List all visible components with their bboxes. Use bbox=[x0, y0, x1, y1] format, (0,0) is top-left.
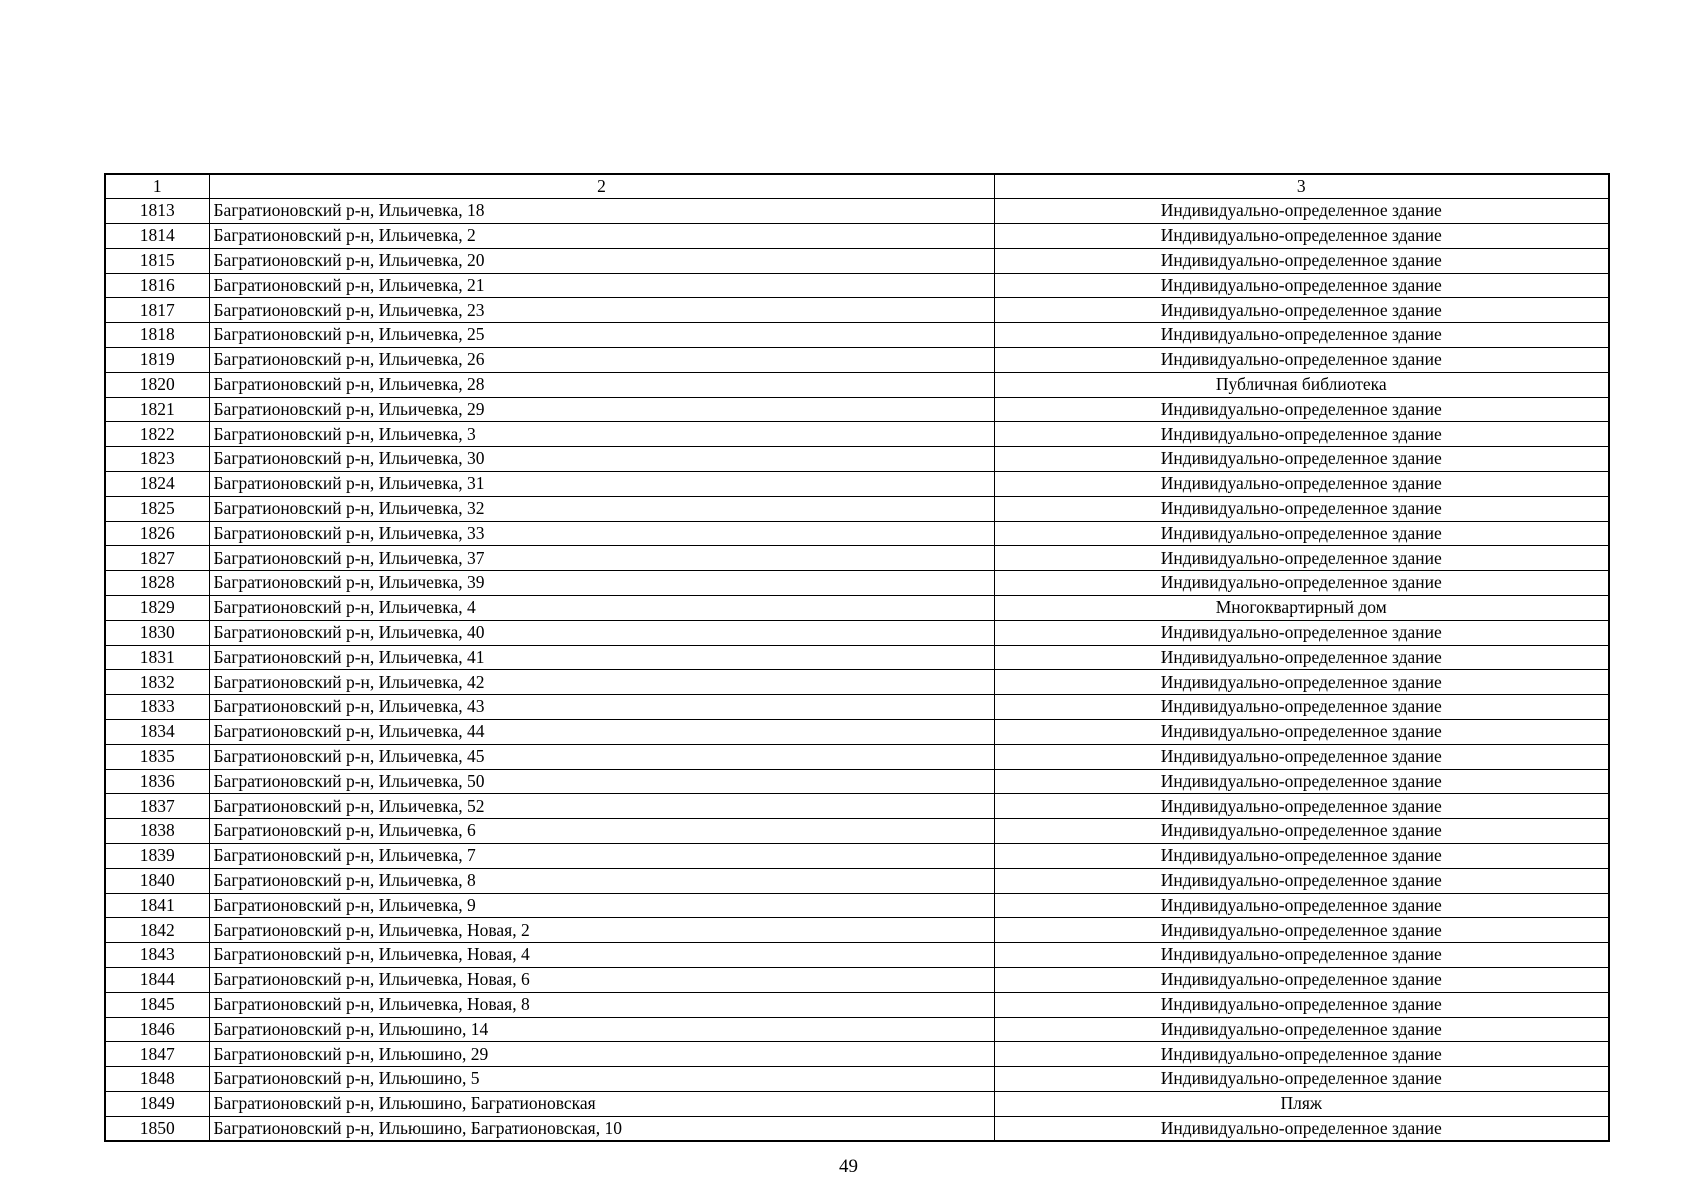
cell-object-type: Индивидуально-определенное здание bbox=[994, 546, 1609, 571]
registry-table bbox=[104, 173, 1610, 1142]
cell-object-type: Индивидуально-определенное здание bbox=[994, 769, 1609, 794]
cell-address: Багратионовский р-н, Ильичевка, 6 bbox=[209, 819, 994, 844]
cell-address: Багратионовский р-н, Ильичевка, 44 bbox=[209, 720, 994, 745]
cell-address: Багратионовский р-н, Ильичевка, 20 bbox=[209, 248, 994, 273]
registry-table-body bbox=[105, 174, 1609, 1141]
cell-address: Багратионовский р-н, Ильюшино, Багратионовская bbox=[209, 1091, 994, 1116]
cell-address: Багратионовский р-н, Ильичевка, 45 bbox=[209, 744, 994, 769]
cell-object-type: Индивидуально-определенное здание bbox=[994, 1116, 1609, 1141]
cell-object-type: Индивидуально-определенное здание bbox=[994, 670, 1609, 695]
table-row bbox=[105, 447, 1609, 472]
cell-number: 1821 bbox=[105, 397, 209, 422]
table-row bbox=[105, 645, 1609, 670]
cell-object-type: Индивидуально-определенное здание bbox=[994, 1067, 1609, 1092]
cell-number: 1827 bbox=[105, 546, 209, 571]
cell-number: 1831 bbox=[105, 645, 209, 670]
cell-address: Багратионовский р-н, Ильичевка, 18 bbox=[209, 199, 994, 224]
cell-object-type: Индивидуально-определенное здание bbox=[994, 571, 1609, 596]
cell-number: 1839 bbox=[105, 844, 209, 869]
table-row bbox=[105, 1067, 1609, 1092]
cell-address: Багратионовский р-н, Ильичевка, 9 bbox=[209, 893, 994, 918]
table-row bbox=[105, 992, 1609, 1017]
cell-object-type: Индивидуально-определенное здание bbox=[994, 868, 1609, 893]
table-row bbox=[105, 868, 1609, 893]
cell-address: Багратионовский р-н, Ильичевка, 39 bbox=[209, 571, 994, 596]
cell-address: Багратионовский р-н, Ильичевка, 42 bbox=[209, 670, 994, 695]
cell-number: 1830 bbox=[105, 620, 209, 645]
header-cell-1: 1 bbox=[105, 174, 209, 199]
cell-address: Багратионовский р-н, Ильичевка, 32 bbox=[209, 496, 994, 521]
table-row bbox=[105, 620, 1609, 645]
table-row bbox=[105, 968, 1609, 993]
table-row bbox=[105, 670, 1609, 695]
cell-number: 1837 bbox=[105, 794, 209, 819]
cell-number: 1846 bbox=[105, 1017, 209, 1042]
cell-address: Багратионовский р-н, Ильичевка, 43 bbox=[209, 695, 994, 720]
cell-object-type: Индивидуально-определенное здание bbox=[994, 943, 1609, 968]
table-row bbox=[105, 372, 1609, 397]
cell-number: 1836 bbox=[105, 769, 209, 794]
cell-object-type: Индивидуально-определенное здание bbox=[994, 992, 1609, 1017]
cell-number: 1840 bbox=[105, 868, 209, 893]
cell-address: Багратионовский р-н, Ильичевка, 37 bbox=[209, 546, 994, 571]
cell-address: Багратионовский р-н, Ильюшино, 29 bbox=[209, 1042, 994, 1067]
cell-address: Багратионовский р-н, Ильюшино, 14 bbox=[209, 1017, 994, 1042]
cell-number: 1844 bbox=[105, 968, 209, 993]
cell-number: 1822 bbox=[105, 422, 209, 447]
cell-object-type: Индивидуально-определенное здание bbox=[994, 323, 1609, 348]
cell-address: Багратионовский р-н, Ильичевка, 52 bbox=[209, 794, 994, 819]
cell-address: Багратионовский р-н, Ильичевка, 50 bbox=[209, 769, 994, 794]
cell-object-type: Индивидуально-определенное здание bbox=[994, 422, 1609, 447]
cell-address: Багратионовский р-н, Ильичевка, 4 bbox=[209, 596, 994, 621]
cell-object-type: Индивидуально-определенное здание bbox=[994, 298, 1609, 323]
table-row bbox=[105, 472, 1609, 497]
cell-number: 1820 bbox=[105, 372, 209, 397]
table-row bbox=[105, 596, 1609, 621]
table-row bbox=[105, 769, 1609, 794]
cell-number: 1823 bbox=[105, 447, 209, 472]
table-header-row bbox=[105, 174, 1609, 199]
cell-address: Багратионовский р-н, Ильичевка, 23 bbox=[209, 298, 994, 323]
cell-number: 1833 bbox=[105, 695, 209, 720]
cell-number: 1817 bbox=[105, 298, 209, 323]
cell-number: 1841 bbox=[105, 893, 209, 918]
cell-number: 1848 bbox=[105, 1067, 209, 1092]
table-row bbox=[105, 744, 1609, 769]
cell-number: 1832 bbox=[105, 670, 209, 695]
cell-number: 1829 bbox=[105, 596, 209, 621]
cell-object-type: Индивидуально-определенное здание bbox=[994, 496, 1609, 521]
cell-number: 1835 bbox=[105, 744, 209, 769]
cell-object-type: Индивидуально-определенное здание bbox=[994, 199, 1609, 224]
cell-object-type: Индивидуально-определенное здание bbox=[994, 844, 1609, 869]
cell-address: Багратионовский р-н, Ильичевка, 40 bbox=[209, 620, 994, 645]
table-row bbox=[105, 298, 1609, 323]
cell-address: Багратионовский р-н, Ильичевка, Новая, 8 bbox=[209, 992, 994, 1017]
cell-number: 1824 bbox=[105, 472, 209, 497]
cell-address: Багратионовский р-н, Ильичевка, Новая, 6 bbox=[209, 968, 994, 993]
table-row bbox=[105, 1017, 1609, 1042]
cell-address: Багратионовский р-н, Ильичевка, 25 bbox=[209, 323, 994, 348]
cell-address: Багратионовский р-н, Ильичевка, Новая, 4 bbox=[209, 943, 994, 968]
table-row bbox=[105, 1042, 1609, 1067]
cell-object-type: Индивидуально-определенное здание bbox=[994, 968, 1609, 993]
cell-object-type: Индивидуально-определенное здание bbox=[994, 1042, 1609, 1067]
table-row bbox=[105, 521, 1609, 546]
table-row bbox=[105, 918, 1609, 943]
cell-address: Багратионовский р-н, Ильюшино, 5 bbox=[209, 1067, 994, 1092]
cell-address: Багратионовский р-н, Ильичевка, 41 bbox=[209, 645, 994, 670]
cell-object-type: Индивидуально-определенное здание bbox=[994, 720, 1609, 745]
table-row bbox=[105, 422, 1609, 447]
cell-object-type: Индивидуально-определенное здание bbox=[994, 819, 1609, 844]
table-row bbox=[105, 1091, 1609, 1116]
cell-address: Багратионовский р-н, Ильичевка, 8 bbox=[209, 868, 994, 893]
page-number: 49 bbox=[839, 1156, 858, 1177]
cell-number: 1847 bbox=[105, 1042, 209, 1067]
cell-object-type: Индивидуально-определенное здание bbox=[994, 472, 1609, 497]
cell-object-type: Индивидуально-определенное здание bbox=[994, 1017, 1609, 1042]
cell-number: 1842 bbox=[105, 918, 209, 943]
cell-object-type: Индивидуально-определенное здание bbox=[994, 893, 1609, 918]
cell-number: 1815 bbox=[105, 248, 209, 273]
cell-object-type: Индивидуально-определенное здание bbox=[994, 348, 1609, 373]
cell-address: Багратионовский р-н, Ильичевка, 31 bbox=[209, 472, 994, 497]
cell-address: Багратионовский р-н, Ильичевка, Новая, 2 bbox=[209, 918, 994, 943]
cell-number: 1834 bbox=[105, 720, 209, 745]
cell-number: 1850 bbox=[105, 1116, 209, 1141]
cell-address: Багратионовский р-н, Ильичевка, 3 bbox=[209, 422, 994, 447]
cell-address: Багратионовский р-н, Ильичевка, 2 bbox=[209, 224, 994, 249]
cell-object-type: Индивидуально-определенное здание bbox=[994, 620, 1609, 645]
cell-address: Багратионовский р-н, Ильичевка, 28 bbox=[209, 372, 994, 397]
cell-address: Багратионовский р-н, Ильюшино, Багратионовская, 10 bbox=[209, 1116, 994, 1141]
cell-object-type: Индивидуально-определенное здание bbox=[994, 224, 1609, 249]
cell-object-type: Индивидуально-определенное здание bbox=[994, 397, 1609, 422]
table-row bbox=[105, 695, 1609, 720]
cell-number: 1843 bbox=[105, 943, 209, 968]
table-row bbox=[105, 496, 1609, 521]
cell-object-type: Индивидуально-определенное здание bbox=[994, 521, 1609, 546]
table-row bbox=[105, 1116, 1609, 1141]
header-cell-2: 2 bbox=[209, 174, 994, 199]
cell-address: Багратионовский р-н, Ильичевка, 26 bbox=[209, 348, 994, 373]
cell-number: 1828 bbox=[105, 571, 209, 596]
cell-object-type: Индивидуально-определенное здание bbox=[994, 918, 1609, 943]
cell-object-type: Пляж bbox=[994, 1091, 1609, 1116]
cell-object-type: Индивидуально-определенное здание bbox=[994, 794, 1609, 819]
table-row bbox=[105, 348, 1609, 373]
cell-object-type: Многоквартирный дом bbox=[994, 596, 1609, 621]
cell-number: 1849 bbox=[105, 1091, 209, 1116]
cell-number: 1826 bbox=[105, 521, 209, 546]
cell-number: 1813 bbox=[105, 199, 209, 224]
cell-object-type: Индивидуально-определенное здание bbox=[994, 744, 1609, 769]
table-row bbox=[105, 943, 1609, 968]
cell-number: 1819 bbox=[105, 348, 209, 373]
cell-object-type: Индивидуально-определенное здание bbox=[994, 248, 1609, 273]
cell-address: Багратионовский р-н, Ильичевка, 29 bbox=[209, 397, 994, 422]
cell-address: Багратионовский р-н, Ильичевка, 21 bbox=[209, 273, 994, 298]
table-row bbox=[105, 720, 1609, 745]
cell-object-type: Индивидуально-определенное здание bbox=[994, 447, 1609, 472]
cell-object-type: Индивидуально-определенное здание bbox=[994, 645, 1609, 670]
table-row bbox=[105, 819, 1609, 844]
header-cell-3: 3 bbox=[994, 174, 1609, 199]
table-row bbox=[105, 248, 1609, 273]
cell-address: Багратионовский р-н, Ильичевка, 7 bbox=[209, 844, 994, 869]
cell-number: 1818 bbox=[105, 323, 209, 348]
table-row bbox=[105, 571, 1609, 596]
cell-object-type: Публичная библиотека bbox=[994, 372, 1609, 397]
table-row bbox=[105, 893, 1609, 918]
table-row bbox=[105, 323, 1609, 348]
cell-object-type: Индивидуально-определенное здание bbox=[994, 273, 1609, 298]
cell-number: 1814 bbox=[105, 224, 209, 249]
table-row bbox=[105, 199, 1609, 224]
table-row bbox=[105, 794, 1609, 819]
cell-address: Багратионовский р-н, Ильичевка, 33 bbox=[209, 521, 994, 546]
cell-object-type: Индивидуально-определенное здание bbox=[994, 695, 1609, 720]
table-row bbox=[105, 844, 1609, 869]
cell-number: 1845 bbox=[105, 992, 209, 1017]
table-row bbox=[105, 397, 1609, 422]
table-row bbox=[105, 273, 1609, 298]
cell-number: 1825 bbox=[105, 496, 209, 521]
cell-address: Багратионовский р-н, Ильичевка, 30 bbox=[209, 447, 994, 472]
table-row bbox=[105, 224, 1609, 249]
cell-number: 1838 bbox=[105, 819, 209, 844]
cell-number: 1816 bbox=[105, 273, 209, 298]
table-row bbox=[105, 546, 1609, 571]
